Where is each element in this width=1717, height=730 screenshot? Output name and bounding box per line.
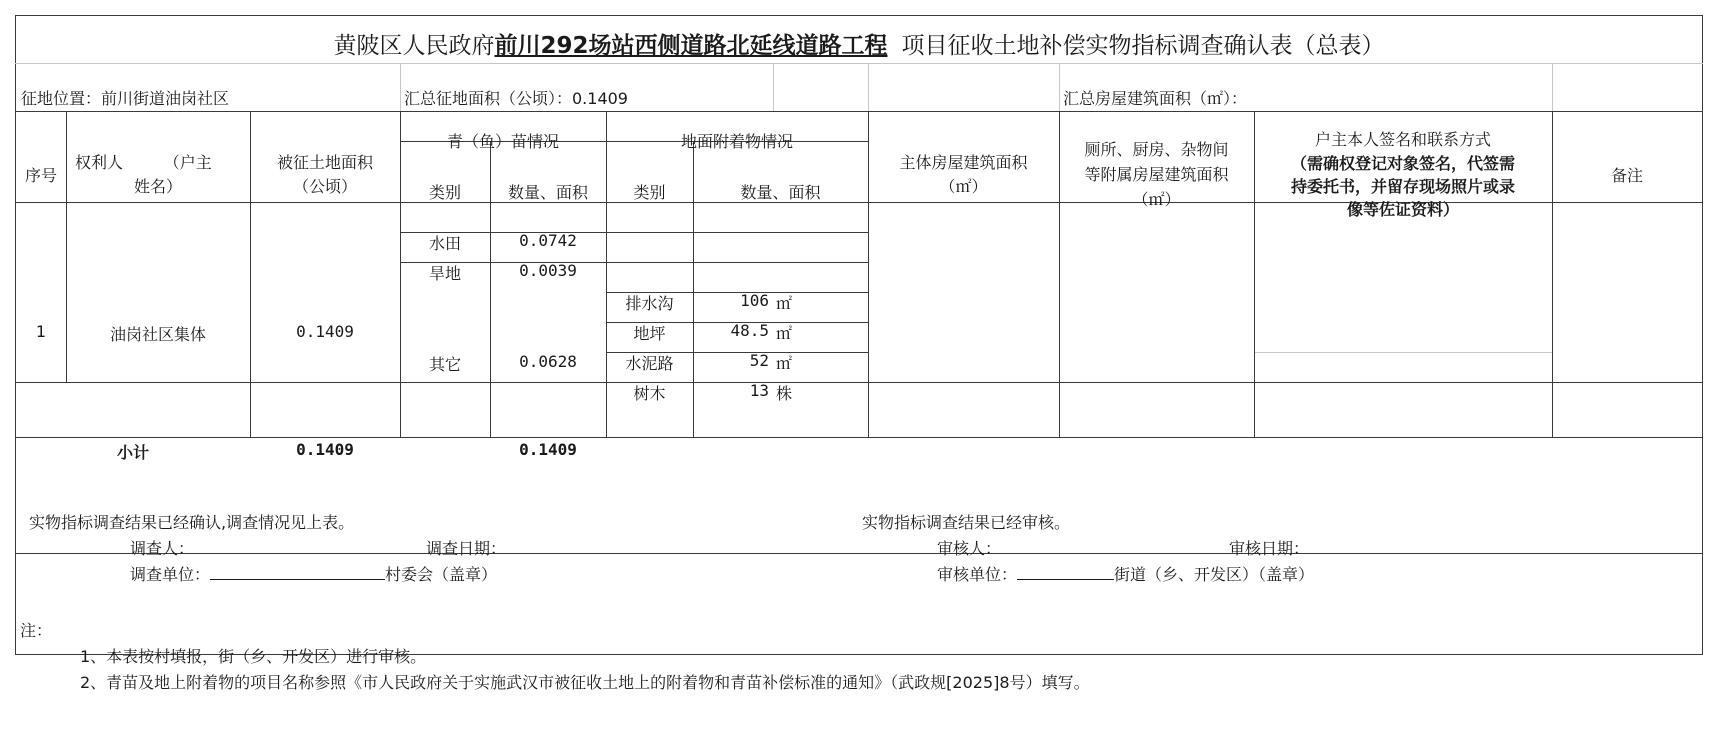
header-attach-type: 类别 <box>633 183 666 202</box>
title-suffix: 项目征收土地补偿实物指标调查确认表（总表） <box>901 33 1385 59</box>
title-prefix: 黄陂区人民政府 <box>333 33 495 59</box>
investigate-unit-label: 调查单位： <box>130 565 211 584</box>
crop-qty: 0.0742 <box>519 231 577 250</box>
review-unit-row <box>937 562 1314 585</box>
attach-unit: ㎡ <box>776 294 793 313</box>
review-date-label: 审核日期： <box>1229 539 1310 558</box>
rule-title-bottom <box>15 63 1703 64</box>
header-land-b: （公顷） <box>292 177 357 196</box>
street-stamp-label: 街道（乡、开发区）（盖章） <box>1114 565 1315 584</box>
rule-sign-inner <box>1254 352 1552 353</box>
attach-qty: 48.5 <box>730 321 769 340</box>
header-crops: 青（鱼）苗情况 <box>446 132 559 151</box>
header-aux-a: 厕所、厨房、杂物间 <box>1084 140 1229 159</box>
header-aux-c: （㎡） <box>1132 190 1181 209</box>
investigate-unit-row <box>130 562 497 585</box>
v-info-4 <box>1059 63 1060 111</box>
header-main-b: （㎡） <box>939 177 988 196</box>
notes-label: 注： <box>20 621 53 640</box>
header-signature-note-b: 持委托书，并留存现场照片或录 <box>1290 177 1515 196</box>
header-owner-b: 姓名） <box>133 177 182 196</box>
crop-type: 其它 <box>428 355 461 374</box>
review-unit-blank[interactable] <box>1017 565 1114 580</box>
attach-qty: 13 <box>749 381 769 400</box>
attach-qty: 52 <box>749 351 769 370</box>
header-signature: 户主本人签名和联系方式 <box>1314 130 1491 149</box>
row-owner: 油岗社区集体 <box>109 325 206 344</box>
header-seq: 序号 <box>24 166 57 185</box>
reviewer-label: 审核人： <box>937 539 1002 558</box>
rule-header-top <box>15 111 1703 112</box>
row-seq: 1 <box>35 322 47 341</box>
header-signature-note-c: 像等佐证资料） <box>1346 200 1459 219</box>
header-main-a: 主体房屋建筑面积 <box>899 153 1028 172</box>
rule-confirm-bottom <box>15 553 1703 554</box>
attach-type: 水泥路 <box>625 354 674 373</box>
row-land-area: 0.1409 <box>296 322 354 341</box>
total-building-label: 汇总房屋建筑面积（㎡）： <box>1063 89 1248 108</box>
frame-top <box>15 15 1703 16</box>
header-owner-a: 权利人 （户主 <box>75 153 212 172</box>
header-land-a: 被征土地面积 <box>276 153 373 172</box>
header-crop-qty: 数量、面积 <box>507 183 588 202</box>
v-info-1 <box>400 63 401 111</box>
village-stamp-label: 村委会（盖章） <box>385 565 498 584</box>
attach-type: 排水沟 <box>625 294 674 313</box>
v-info-5 <box>1552 63 1553 111</box>
attach-type: 地坪 <box>633 324 666 343</box>
investigator-label: 调查人： <box>130 539 195 558</box>
header-crop-type: 类别 <box>428 183 461 202</box>
attach-unit: 株 <box>776 384 793 403</box>
attach-unit: ㎡ <box>776 324 793 343</box>
header-aux-b: 等附属房屋建筑面积 <box>1084 165 1229 184</box>
attach-qty: 106 <box>740 291 769 310</box>
header-remark: 备注 <box>1610 166 1643 185</box>
confirm-right-line: 实物指标调查结果已经审核。 <box>862 513 1071 532</box>
v-info-2 <box>773 63 774 111</box>
subtotal-crop-qty: 0.1409 <box>519 440 577 459</box>
rule-subtotal-bottom <box>15 437 1703 438</box>
crop-qty: 0.0039 <box>519 261 577 280</box>
investigate-date-label: 调查日期： <box>426 539 507 558</box>
crop-type: 旱地 <box>428 264 461 283</box>
investigate-unit-blank[interactable] <box>210 565 385 580</box>
subtotal-land-area: 0.1409 <box>296 440 354 459</box>
attach-type: 树木 <box>633 384 666 403</box>
title-project: 前川292场站西侧道路北延线道路工程 <box>494 33 888 59</box>
v-sign <box>1552 111 1553 438</box>
header-attach-qty: 数量、面积 <box>740 183 821 202</box>
total-area-label: 汇总征地面积（公顷）：0.1409 <box>404 89 628 108</box>
crop-qty: 0.0628 <box>519 352 577 371</box>
header-attach: 地面附着物情况 <box>680 132 793 151</box>
review-unit-label: 审核单位： <box>937 565 1018 584</box>
v-main <box>1059 111 1060 438</box>
header-signature-note-a: （需确权登记对象签名，代签需 <box>1290 154 1515 173</box>
crop-type: 水田 <box>428 234 461 253</box>
note-item-1: 1、本表按村填报，街（乡、开发区）进行审核。 <box>80 647 427 666</box>
rule-data-bottom <box>15 382 1703 383</box>
subtotal-label: 小计 <box>116 443 149 462</box>
page-title <box>15 27 1703 60</box>
v-info-3 <box>868 63 869 111</box>
note-item-2: 2、青苗及地上附着物的项目名称参照《市人民政府关于实施武汉市被征收土地上的附着物和青苗补偿标准的通知》（武政规[2025]8号）填写。 <box>80 673 1090 692</box>
location-label: 征地位置：前川街道油岗社区 <box>21 89 230 108</box>
attach-unit: ㎡ <box>776 354 793 373</box>
confirm-left-line: 实物指标调查结果已经确认,调查情况见上表。 <box>29 513 355 532</box>
